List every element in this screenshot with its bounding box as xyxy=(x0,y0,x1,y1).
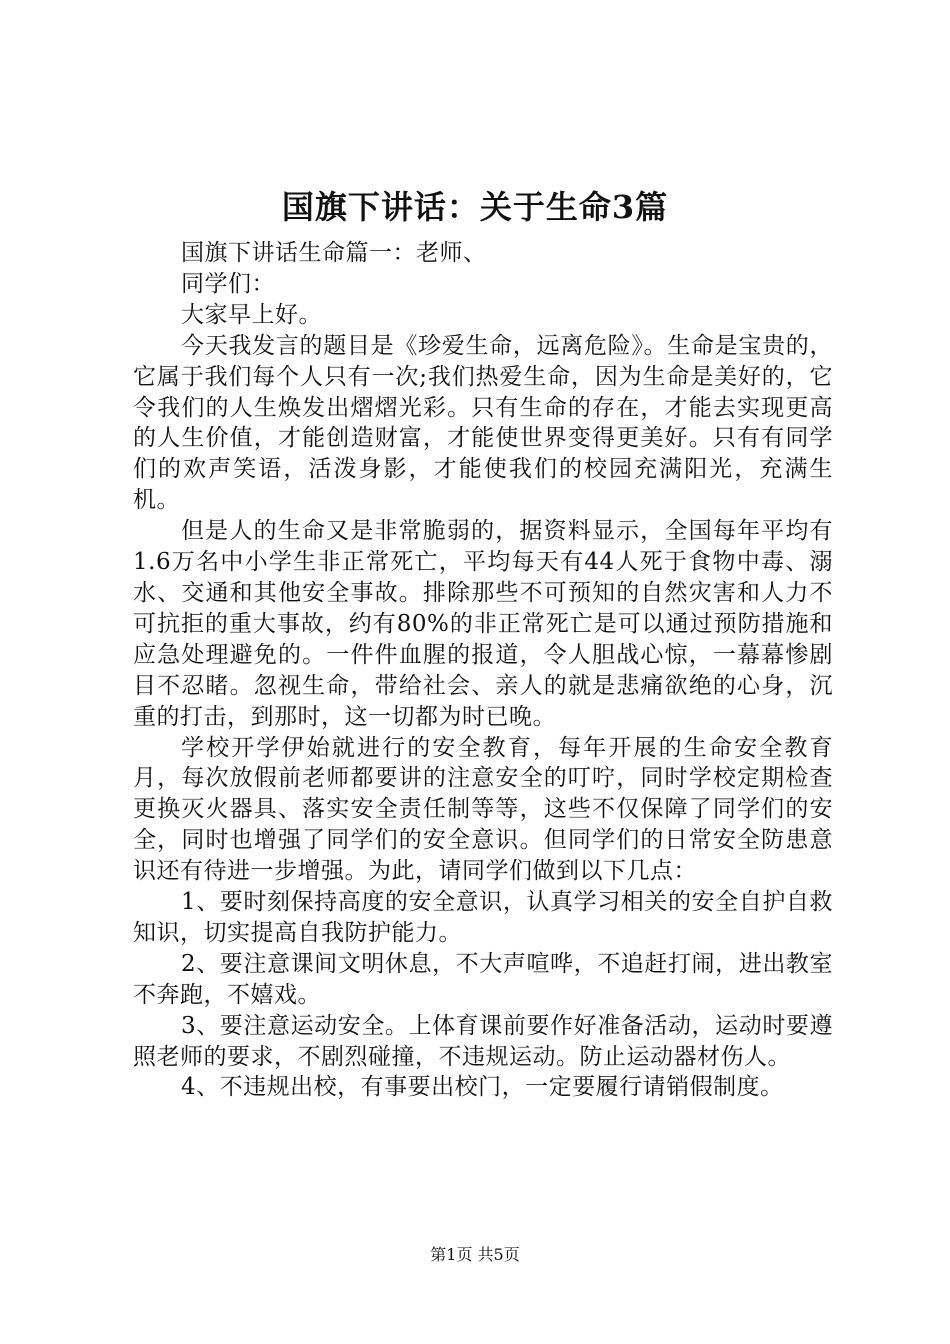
document-title: 国旗下讲话：关于生命3篇 xyxy=(281,188,669,226)
paragraph-statistics: 但是人的生命又是非常脆弱的，据资料显示，全国每年平均有1.6万名中小学生非正常死亡，平均每天有44人死于食物中毒、溺水、交通和其他安全事故。排除那些不可预知的自然灾害和人力不可抗拒的重大事故，约有80%的非正常死亡是可以通过预防措施和应急处理避免的。一件件血腥的报道，令人胆战心惊，一幕幕惨剧目不忍睹。忽视生命，带给社会、亲人的就是悲痛欲绝的心身，沉重的打击，到那时，这一切都为时已晚。 xyxy=(133,518,833,730)
paragraph-salutation: 同学们： xyxy=(181,270,275,297)
paragraph-point-2: 2、要注意课间文明休息，不大声喧哗，不追赶打闹，进出教室不奔跑，不嬉戏。 xyxy=(133,950,833,1008)
paragraph-greeting-heading: 国旗下讲话生命篇一：老师、 xyxy=(181,240,487,266)
paragraph-school-education: 学校开学伊始就进行的安全教育，每年开展的生命安全教育月，每次放假前老师都要讲的注意安全的叮咛，同时学校定期检查更换灭火器具、落实安全责任制等等，这些不仅保障了同学们的安全，同时也增强了同学们的安全意识。但同学们的日常安全防患意识还有待进一步增强。为此，请同学们做到以下几点： xyxy=(133,734,833,885)
paragraph-good-morning: 大家早上好。 xyxy=(181,301,322,328)
page-footer: 第1页 共5页 xyxy=(430,1245,520,1264)
paragraph-point-4: 4、不违规出校，有事要出校门，一定要履行请销假制度。 xyxy=(181,1074,784,1101)
paragraph-point-3: 3、要注意运动安全。上体育课前要作好准备活动，运动时要遵照老师的要求，不剧烈碰撞，不违规运动。防止运动器材伤人。 xyxy=(133,1012,833,1070)
paragraph-topic: 今天我发言的题目是《珍爱生命，远离危险》。生命是宝贵的，它属于我们每个人只有一次;我们热爱生命，因为生命是美好的，它令我们的人生焕发出熠熠光彩。只有生命的存在，才能去实现更高的人生价值，才能创造财富，才能使世界变得更美好。只有有同学们的欢声笑语，活泼身影，才能使我们的校园充满阳光，充满生机。 xyxy=(133,332,833,514)
paragraph-point-1: 1、要时刻保持高度的安全意识，认真学习相关的安全自护自救知识，切实提高自我防护能力。 xyxy=(133,889,833,946)
document-body xyxy=(133,238,833,1103)
